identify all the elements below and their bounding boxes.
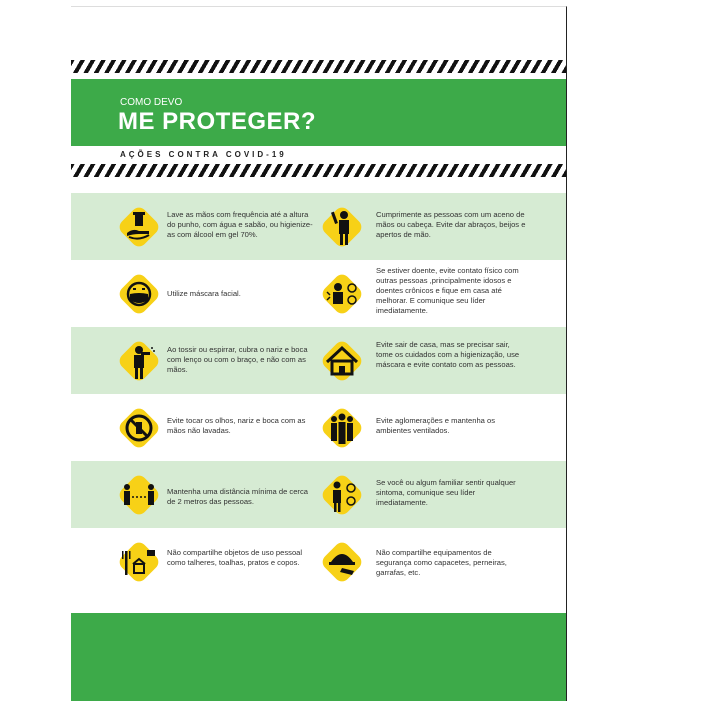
tip-no-sharing-personal [71,528,318,595]
tip-text: Evite aglomerações e mantenha os ambientes ventilados. [376,416,496,435]
tip-text: Se você ou algum familiar sentir qualquer sintoma, comunique seu líder imediatamente. [376,478,516,507]
house-icon [322,341,362,381]
tip-row-3 [71,327,566,394]
tip-text: Utilize máscara facial. [167,289,241,298]
cutlery-icon [119,542,159,582]
tip-avoid-crowds [318,394,565,461]
sick-person-icon [322,274,362,314]
tip-text: Evite tocar os olhos, nariz e boca com as mãos não lavadas. [167,416,306,435]
tip-social-distance [71,461,318,528]
header-banner [71,79,566,146]
tip-text: Lave as mãos com frequência até a altura do punho, com água e sabão, ou higienize-as com álcool em gel 70%. [167,210,313,239]
tip-text: Cumprimente as pessoas com um aceno de mãos ou cabeça. Evite dar abraços, beijos e apertos de mão. [376,210,526,239]
top-stripe-divider [71,60,566,73]
social-distance-icon [119,475,159,515]
section-subtitle: AÇÕES CONTRA COVID-19 [120,150,287,159]
tip-text: Se estiver doente, evite contato físico com outras pessoas ,principalmente idosos e doentes crônicos e fique em casa até melhorar. E comunique seu líder imediatamente. [376,266,519,315]
tip-report-symptoms [318,461,565,528]
tip-text: Ao tossir ou espirrar, cubra o nariz e boca com lenço ou com o braço, e não com as mãos. [167,345,308,374]
person-waving-icon [322,207,362,247]
footer-banner [71,613,566,701]
tip-no-sharing-ppe [318,528,565,595]
tip-row-2 [71,260,566,327]
crowd-icon [322,408,362,448]
tip-row-4 [71,394,566,461]
tip-stay-home [318,327,565,394]
symptom-report-icon [322,475,362,515]
tip-cough-etiquette [71,327,318,394]
tip-text: Mantenha uma distância mínima de cerca de 2 metros das pessoas. [167,487,308,506]
no-face-touch-icon [119,408,159,448]
tip-face-mask [71,260,318,327]
tip-text: Evite sair de casa, mas se precisar sair, tome os cuidados com a higienização, use máscara e evite contato com as pessoas. [376,340,520,369]
tip-sick-isolation [318,260,565,327]
tip-row-6 [71,528,566,595]
person-coughing-icon [119,341,159,381]
tip-row-5 [71,461,566,528]
tip-no-face-touch [71,394,318,461]
tip-hand-washing [71,193,318,260]
header-title: ME PROTEGER? [118,108,317,135]
safety-gear-icon [322,542,362,582]
tip-text: Não compartilhe objetos de uso pessoal como talheres, toalhas, pratos e copos. [167,548,303,567]
face-mask-icon [119,274,159,314]
tip-text: Não compartilhe equipamentos de segurança como capacetes, perneiras, garrafas, etc. [376,548,507,577]
header-kicker: COMO DEVO [120,97,183,108]
tip-row-1 [71,193,566,260]
hand-washing-icon [119,207,159,247]
tip-greeting [318,193,565,260]
middle-stripe-divider [71,164,566,177]
poster-page [71,6,567,701]
